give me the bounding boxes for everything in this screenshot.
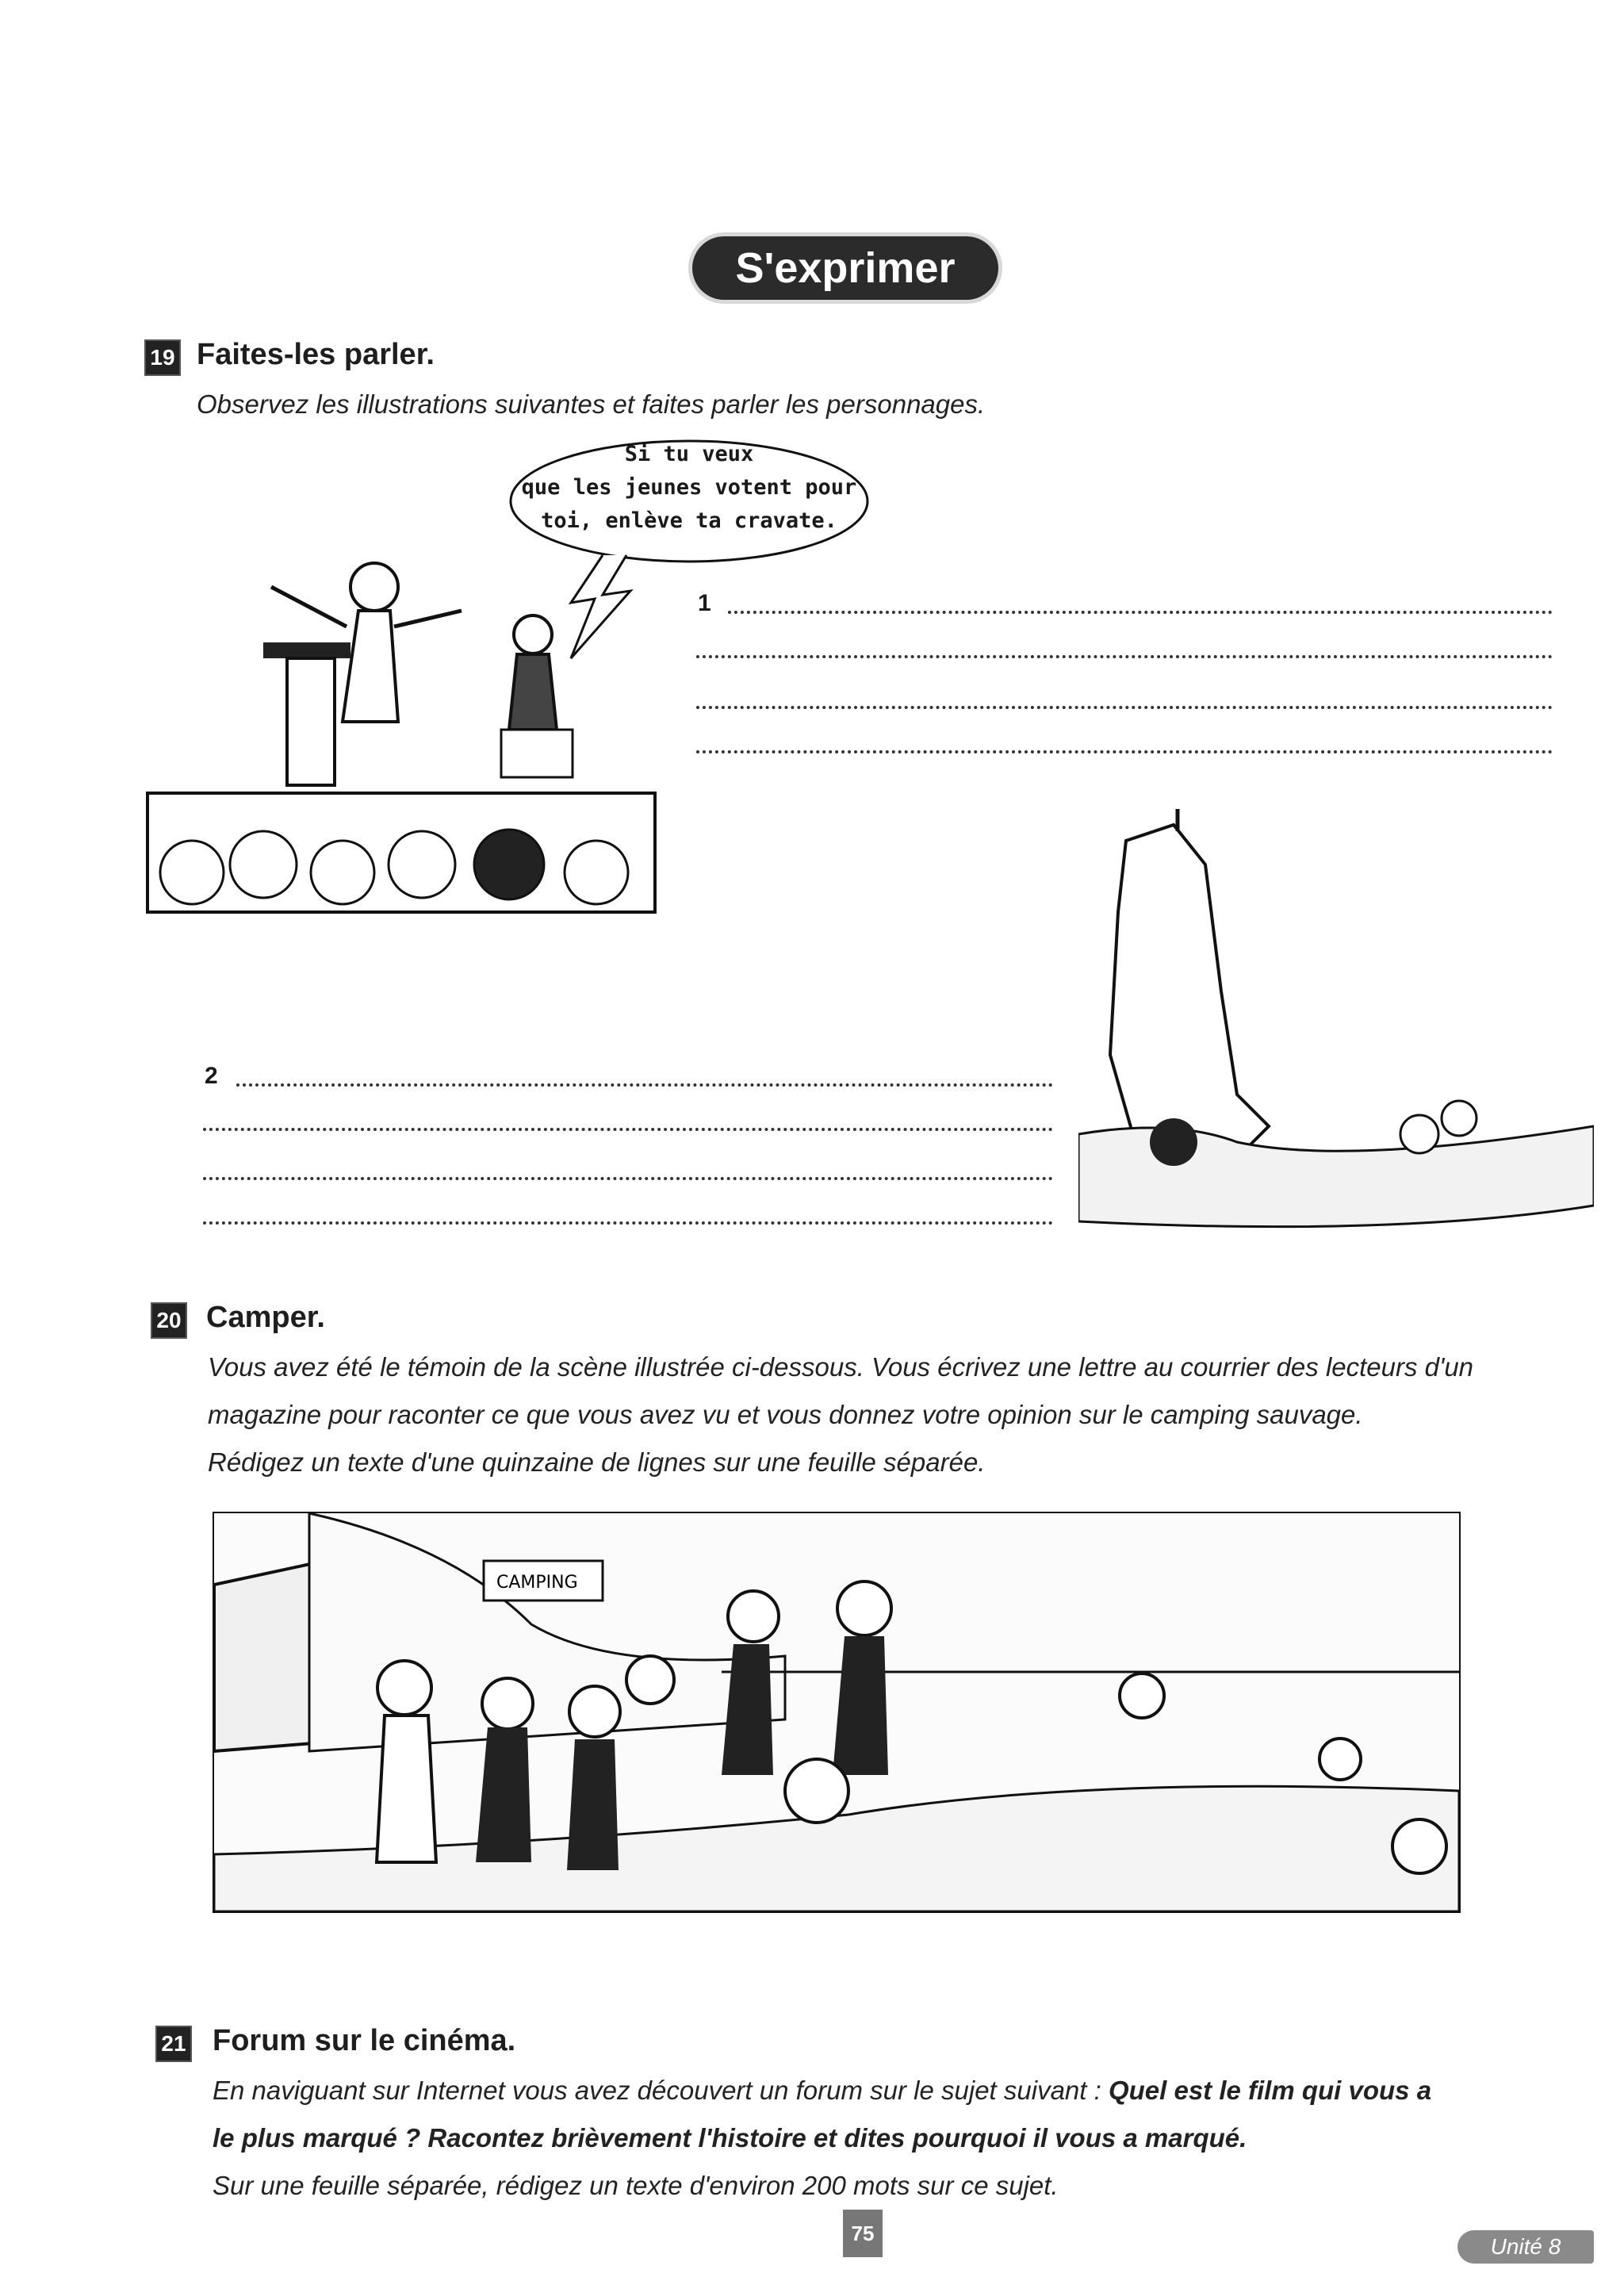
exercise-20-instruction-line-1: Vous avez été le témoin de la scène illustrée ci-dessous. Vous écrivez une lettre au courrier des lecteurs d'un: [208, 1352, 1474, 1382]
page-number: 75: [843, 2210, 883, 2257]
answer-2-label: 2: [205, 1063, 218, 1089]
exercise-19-instruction: Observez les illustrations suivantes et faites parler les personnages.: [197, 389, 986, 419]
cliff-swimmers-illustration: [1078, 793, 1594, 1269]
exercise-20-instruction: [208, 1344, 1572, 1486]
answer-2-line-2[interactable]: [203, 1128, 1053, 1131]
exercise-21-line-1-bold: Quel est le film qui vous a: [1108, 2076, 1432, 2105]
bubble-line-3: toi, enlève ta cravate.: [541, 508, 837, 533]
exercise-21-line-1: [213, 2067, 1576, 2114]
camping-scene: [214, 1513, 1459, 1911]
camping-illustration: [213, 1512, 1461, 1913]
exercise-20-number: 20: [151, 1302, 187, 1339]
exercise-21-line-3: Sur une feuille séparée, rédigez un texte d'environ 200 mots sur ce sujet.: [213, 2171, 1059, 2200]
answer-1-line-1[interactable]: [728, 611, 1553, 614]
exercise-19-number: 19: [144, 339, 181, 376]
exercise-19-title: Faites-les parler.: [197, 338, 435, 371]
answer-1-label: 1: [698, 590, 711, 616]
section-title: S'exprimer: [692, 236, 998, 300]
speech-bubble-text: [503, 438, 875, 538]
answer-2-line-3[interactable]: [203, 1177, 1053, 1180]
exercise-21-line-2: le plus marqué ? Racontez brièvement l'histoire et dites pourquoi il vous a marqué.: [213, 2123, 1247, 2153]
politician-illustration: [144, 539, 660, 920]
exercise-20-instruction-line-2: magazine pour raconter ce que vous avez vu et vous donnez votre opinion sur le camping sauvage.: [208, 1400, 1363, 1429]
bubble-line-1: Si tu veux: [624, 442, 754, 466]
exercise-20-title: Camper.: [206, 1301, 325, 1334]
answer-2-line-1[interactable]: [236, 1083, 1053, 1087]
answer-1-line-2[interactable]: [696, 655, 1553, 658]
answer-1-line-3[interactable]: [696, 706, 1553, 709]
exercise-20-instruction-line-3: Rédigez un texte d'une quinzaine de lignes sur une feuille séparée.: [208, 1447, 986, 1477]
camping-sign-text: CAMPING: [496, 1573, 578, 1593]
exercise-21-title: Forum sur le cinéma.: [213, 2024, 516, 2057]
answer-2-line-4[interactable]: [203, 1221, 1053, 1225]
answer-1-line-4[interactable]: [696, 750, 1553, 753]
unit-label: Unité 8: [1457, 2230, 1594, 2264]
exercise-21-line-1-plain: En naviguant sur Internet vous avez découvert un forum sur le sujet suivant :: [213, 2076, 1109, 2105]
exercise-21-instruction: [213, 2067, 1576, 2210]
bubble-line-2: que les jeunes votent pour: [521, 475, 857, 500]
exercise-21-number: 21: [155, 2026, 192, 2062]
